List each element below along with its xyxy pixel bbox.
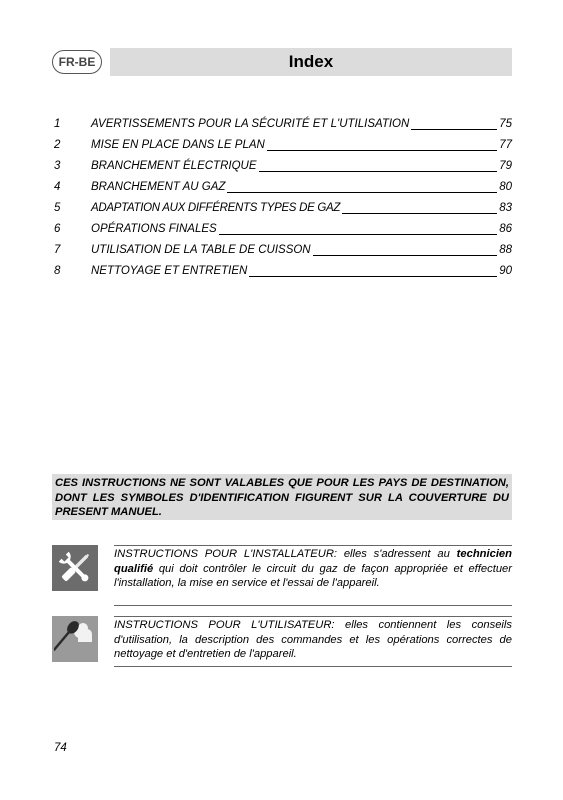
toc-number: 8 xyxy=(54,265,61,277)
toc-leader xyxy=(342,204,497,214)
toc-label: OPÉRATIONS FINALES xyxy=(91,223,217,235)
toc-page: 83 xyxy=(499,202,512,214)
toc-leader xyxy=(411,120,497,130)
installer-text-bold: technicien qualifié xyxy=(114,548,512,575)
toc-leader xyxy=(227,183,497,193)
toc-leader xyxy=(219,225,498,235)
toc-number: 7 xyxy=(54,244,61,256)
toc-leader xyxy=(267,141,497,151)
installer-instructions xyxy=(52,545,512,607)
rule-top xyxy=(114,616,512,617)
rule-bottom xyxy=(114,666,512,667)
toc-label: BRANCHEMENT ÉLECTRIQUE xyxy=(91,160,257,172)
toc-page: 79 xyxy=(499,160,512,172)
toc-row[interactable] xyxy=(54,160,512,181)
toc-number: 1 xyxy=(54,118,61,130)
toc-row[interactable] xyxy=(54,244,512,265)
rule-bottom xyxy=(114,605,512,606)
page-title: Index xyxy=(288,52,334,71)
toc-number: 5 xyxy=(54,202,61,214)
installer-text-start: INSTRUCTIONS POUR L'INSTALLATEUR: elles s'adressent au xyxy=(114,548,457,560)
toc-label: MISE EN PLACE DANS LE PLAN xyxy=(91,139,265,151)
toc-row[interactable] xyxy=(54,139,512,160)
installer-text-end: qui doit contrôler le circuit du gaz de façon appropriée et effectuer l'installation, la mise en service et l'essai de l'appareil. xyxy=(114,562,512,589)
toc-page: 75 xyxy=(499,118,512,130)
title-bar xyxy=(110,48,512,76)
toc-row[interactable] xyxy=(54,202,512,223)
toc-page: 80 xyxy=(499,181,512,193)
toc-leader xyxy=(259,162,498,172)
toc-number: 4 xyxy=(54,181,61,193)
toc-label: NETTOYAGE ET ENTRETIEN xyxy=(91,265,248,277)
toc-row[interactable] xyxy=(54,118,512,139)
toc-number: 3 xyxy=(54,160,61,172)
page-number: 74 xyxy=(54,742,67,754)
toc-row[interactable] xyxy=(54,223,512,244)
toc-row[interactable] xyxy=(54,265,512,286)
toc-label: ADAPTATION AUX DIFFÉRENTS TYPES DE GAZ xyxy=(91,202,341,214)
toc-leader xyxy=(313,246,498,256)
toc-row[interactable] xyxy=(54,181,512,202)
installer-text xyxy=(114,547,512,593)
toc-label: UTILISATION DE LA TABLE DE CUISSON xyxy=(91,244,311,256)
toc-page: 88 xyxy=(499,244,512,256)
toc-label: BRANCHEMENT AU GAZ xyxy=(91,181,226,193)
toc-page: 90 xyxy=(499,265,512,277)
destination-notice: CES INSTRUCTIONS NE SONT VALABLES QUE POUR LES PAYS DE DESTINATION, DONT LES SYMBOLES D'IDENTIFICATION FIGURENT SUR LA COUVERTURE DU PRESENT MANUEL. xyxy=(52,474,512,520)
toc-number: 2 xyxy=(54,139,61,151)
tools-icon xyxy=(52,545,98,591)
toc-page: 86 xyxy=(499,223,512,235)
toc-label: AVERTISSEMENTS POUR LA SÉCURITÉ ET L'UTILISATION xyxy=(91,118,410,130)
language-badge: FR-BE xyxy=(52,50,102,74)
table-of-contents xyxy=(54,118,512,286)
rule-top xyxy=(114,545,512,546)
chef-spoon-icon xyxy=(52,616,98,662)
toc-leader xyxy=(249,267,497,277)
user-instructions xyxy=(52,616,512,668)
toc-number: 6 xyxy=(54,223,61,235)
toc-page: 77 xyxy=(499,139,512,151)
user-text: INSTRUCTIONS POUR L'UTILISATEUR: elles contiennent les conseils d'utilisation, la description des commandes et les opérations correctes de nettoyage et d'entretien de l'appareil. xyxy=(114,619,512,660)
